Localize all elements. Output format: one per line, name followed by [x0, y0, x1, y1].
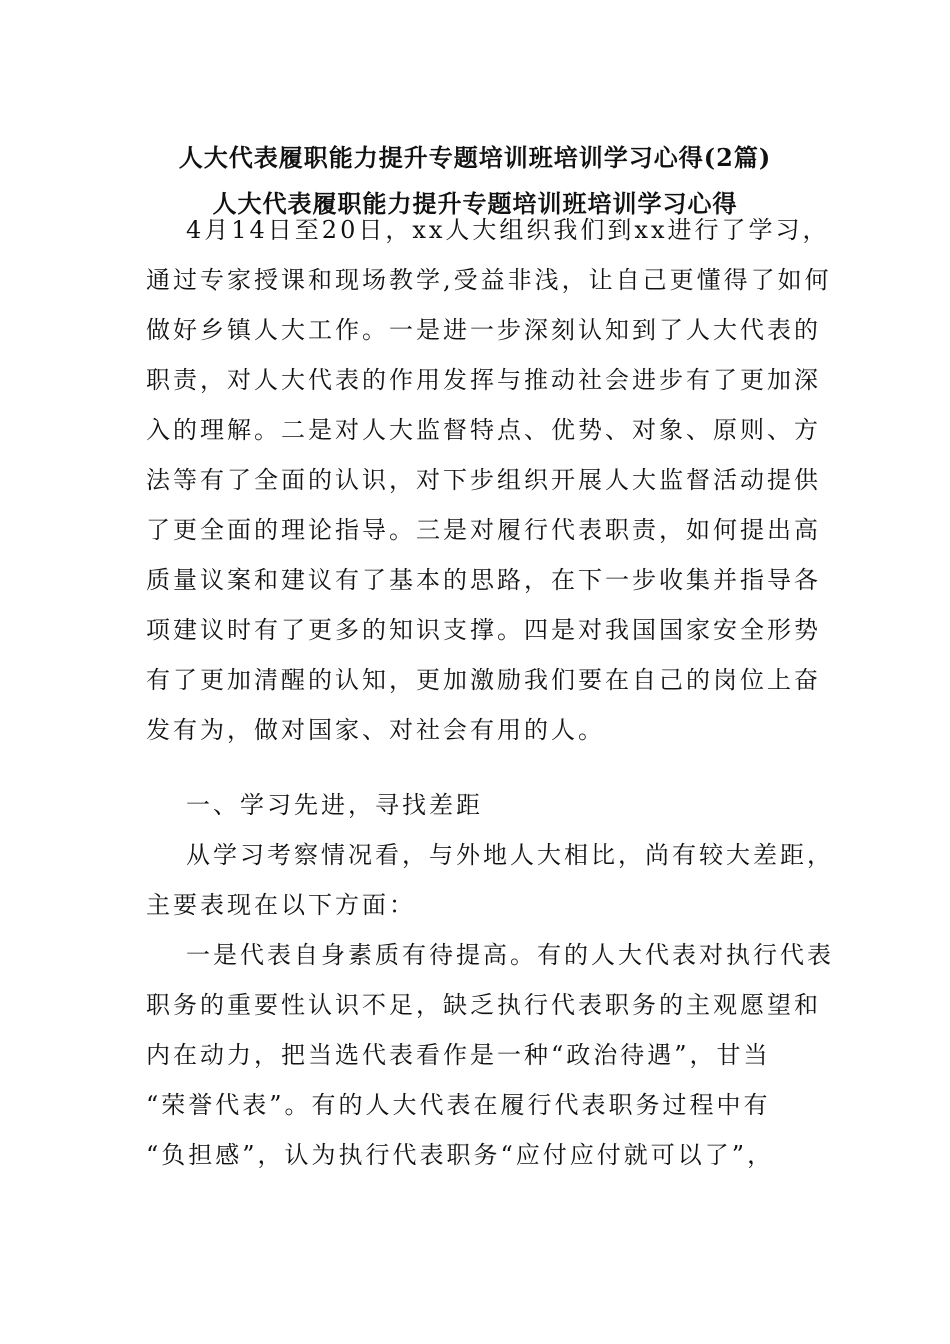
paragraph-line: 质量议案和建议有了基本的思路，在下一步收集并指导各 [146, 566, 821, 594]
paragraph-line: 通过专家授课和现场教学,受益非浅，让自己更懂得了如何 [146, 266, 832, 294]
document-subtitle: 人大代表履职能力提升专题培训班培训学习心得 [212, 189, 738, 218]
section-heading-text: 一、学习先进，寻找差距 [186, 791, 483, 819]
paragraph-line: 职责，对人大代表的作用发挥与推动社会进步有了更加深 [146, 366, 821, 394]
paragraph-3 [146, 930, 834, 1180]
paragraph-line: 从学习考察情况看，与外地人大相比，尚有较大差距， [186, 841, 834, 869]
paragraph-line: 做好乡镇人大工作。一是进一步深刻认知到了人大代表的 [146, 316, 821, 344]
paragraph-line: 了更全面的理论指导。三是对履行代表职责，如何提出高 [146, 516, 821, 544]
paragraph-line: 项建议时有了更多的知识支撑。四是对我国国家安全形势 [146, 616, 821, 644]
paragraph-line: “负担感”，认为执行代表职务“应付应付就可以了”， [146, 1141, 775, 1169]
paragraph-line: 发有为，做对国家、对社会有用的人。 [146, 716, 605, 744]
section-heading-1 [146, 780, 816, 830]
paragraph-2 [146, 830, 834, 930]
paragraph-line: “荣誉代表”。有的人大代表在履行代表职务过程中有 [146, 1091, 771, 1119]
paragraph-line: 法等有了全面的认识，对下步组织开展人大监督活动提供 [146, 466, 821, 494]
paragraph-line: 职务的重要性认识不足，缺乏执行代表职务的主观愿望和 [146, 991, 821, 1019]
document-title: 人大代表履职能力提升专题培训班培训学习心得(2篇) [178, 143, 772, 172]
paragraph-line: 有了更加清醒的认知，更加激励我们要在自己的岗位上奋 [146, 666, 821, 694]
paragraph-line: 一是代表自身素质有待提高。有的人大代表对执行代表 [186, 941, 834, 969]
paragraph-line: 内在动力，把当选代表看作是一种“政治待遇”，甘当 [146, 1041, 771, 1069]
paragraph-line: 入的理解。二是对人大监督特点、优势、对象、原则、方 [146, 416, 821, 444]
paragraph-line: 主要表现在以下方面： [146, 891, 416, 919]
paragraph-line: 4月14日至20日，xx人大组织我们到xx进行了学习， [186, 216, 830, 244]
paragraph-1 [146, 205, 832, 755]
